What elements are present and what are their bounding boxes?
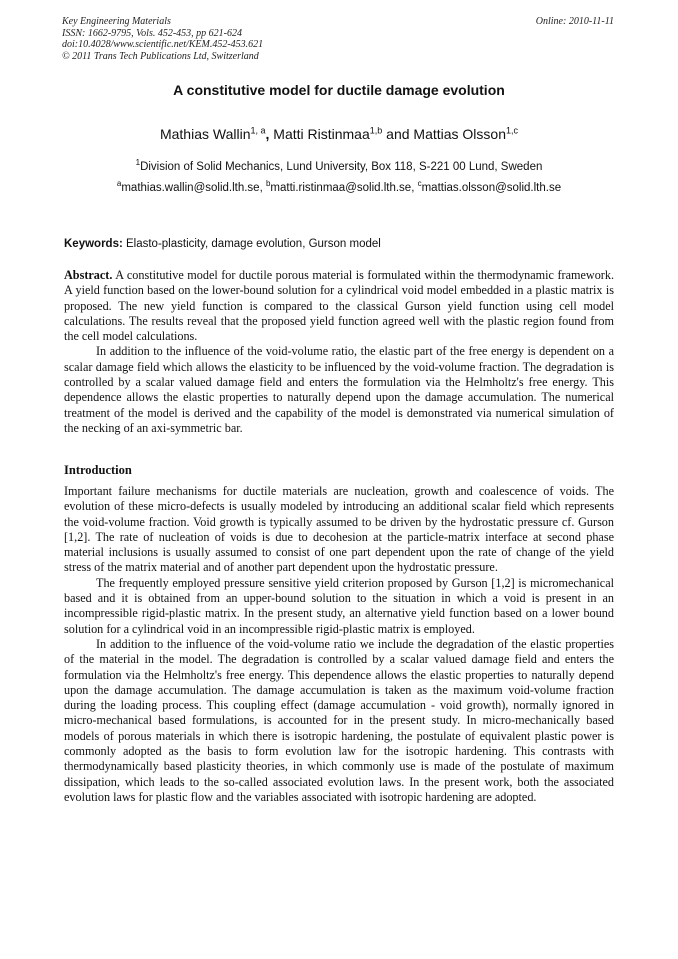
online-date: Online: 2010-11-11 <box>535 16 614 27</box>
email-b: matti.ristinmaa@solid.lth.se, <box>270 182 418 194</box>
keywords-label: Keywords: <box>64 238 123 250</box>
abstract-section <box>64 268 614 436</box>
copyright-line: © 2011 Trans Tech Publications Ltd, Switzerland <box>62 50 259 62</box>
abstract-paragraph-2: In addition to the influence of the void-volume ratio, the elastic part of the free energy is dependent on a scalar damage field which allows the elasticity to be influenced by the void-volume fraction. The degradation is controlled by a scalar valued damage field and enters the formulation via the Helmholtz's free energy. This dependence allows the elastic properties to naturally depend upon the damage accumulation. The numerical treatment of the model is derived and the capability of the model is demonstrated via numerical simulation of the necking of an axi-symmetric bar. <box>64 344 614 435</box>
email-a-marker: a <box>116 179 122 189</box>
doi-line: doi:10.4028/www.scientific.net/KEM.452-453.621 <box>62 39 264 50</box>
intro-paragraph-3: In addition to the influence of the void-volume ratio we include the degradation of the elastic properties of the material in the model. The degradation is controlled by a scalar valued damage field and enters the formulation via the Helmholtz's free energy. This dependence allows the elastic properties to naturally depend upon the damage accumulation. The damage accumulation is taken as the maximum void-volume fraction during the loading process. This coupling effect (damage accumulation - void growth), normally ignored in micro-mechanical based formulations, is accounted for in the present study. In micro-mechanically based models of porous materials in which there is isotropic hardening, the postulate of equivalent plastic power is commonly adopted as the basis to form evolution law for the isotropic hardening. This contrasts with thermodynamically based plasticity theories, in which commonly use is made of the postulate of maximum dissipation, which leads to the so-called associated evolution laws. In the present work, both the associated evolution laws for plastic flow and the variables associated with isotropic hardening are adopted. <box>64 636 614 804</box>
author-sep: , <box>265 126 270 142</box>
abstract-paragraph-1 <box>64 268 614 344</box>
affiliation <box>0 158 678 173</box>
intro-paragraph-2: The frequently employed pressure sensitive yield criterion proposed by Gurson [1,2] is micromechanical based and it is obtained from an upper-bound solution to the situation in which a void is present in an incompressible rigid-plastic matrix. In the present study, an alternative yield function based on a lower bound solution for a cylindrical void in an incompressible rigid-plastic matrix is employed. <box>64 575 614 636</box>
author-and: and <box>382 126 414 142</box>
author-3: Mattias Olsson <box>413 126 506 142</box>
abstract-label: Abstract. <box>64 268 113 282</box>
keywords <box>64 238 616 250</box>
author-1: Mathias Wallin <box>159 126 251 142</box>
author-2-affil: 1,b <box>369 125 383 136</box>
author-emails <box>0 179 678 194</box>
email-b-marker: b <box>265 179 271 189</box>
email-c: mattias.olsson@solid.lth.se <box>421 182 562 194</box>
abstract-text-1: A constitutive model for ductile porous material is formulated within the thermodynamic framework. A yield function based on the lower-bound solution for a cylindrical void model embedded in a plastic matrix is proposed. The new yield function is compared to the classical Gurson yield function using cell model calculations. The results reveal that the proposed yield function agreed well with the plastic region found from the cell model calculations. <box>64 268 614 344</box>
affiliation-text: Division of Solid Mechanics, Lund University, Box 118, S-221 00 Lund, Sweden <box>140 161 543 173</box>
author-3-affil: 1,c <box>506 125 519 136</box>
journal-name: Key Engineering Materials <box>62 16 171 27</box>
keywords-text: Elasto-plasticity, damage evolution, Gurson model <box>122 238 381 250</box>
issn-line: ISSN: 1662-9795, Vols. 452-453, pp 621-624 <box>62 27 242 39</box>
running-header <box>62 16 614 62</box>
email-a: mathias.wallin@solid.lth.se, <box>121 182 266 194</box>
author-2: Matti Ristinmaa <box>269 126 370 142</box>
section-heading-introduction: Introduction <box>64 463 132 477</box>
intro-paragraph-1: Important failure mechanisms for ductile materials are nucleation, growth and coalescence of voids. The evolution of these micro-defects is usually modeled by introducing an additional scalar field which represents the void-volume fraction. Void growth is typically assumed to be driven by the hydrostatic pressure cf. Gurson [1,2]. The rate of nucleation of voids is due to decohesion at the particle-matrix interface at second phase material inclusions is usually assumed to consist of one part dependent upon the rate of change of the yield stress of the matrix material and of another part dependent upon the hydrostatic pressure. <box>64 484 614 575</box>
author-1-affil: 1, a <box>250 125 266 136</box>
introduction-section <box>64 484 614 805</box>
email-c-marker: c <box>417 179 422 189</box>
author-list <box>0 126 678 142</box>
paper-title: A constitutive model for ductile damage evolution <box>173 82 505 98</box>
affiliation-marker: 1 <box>135 158 141 168</box>
